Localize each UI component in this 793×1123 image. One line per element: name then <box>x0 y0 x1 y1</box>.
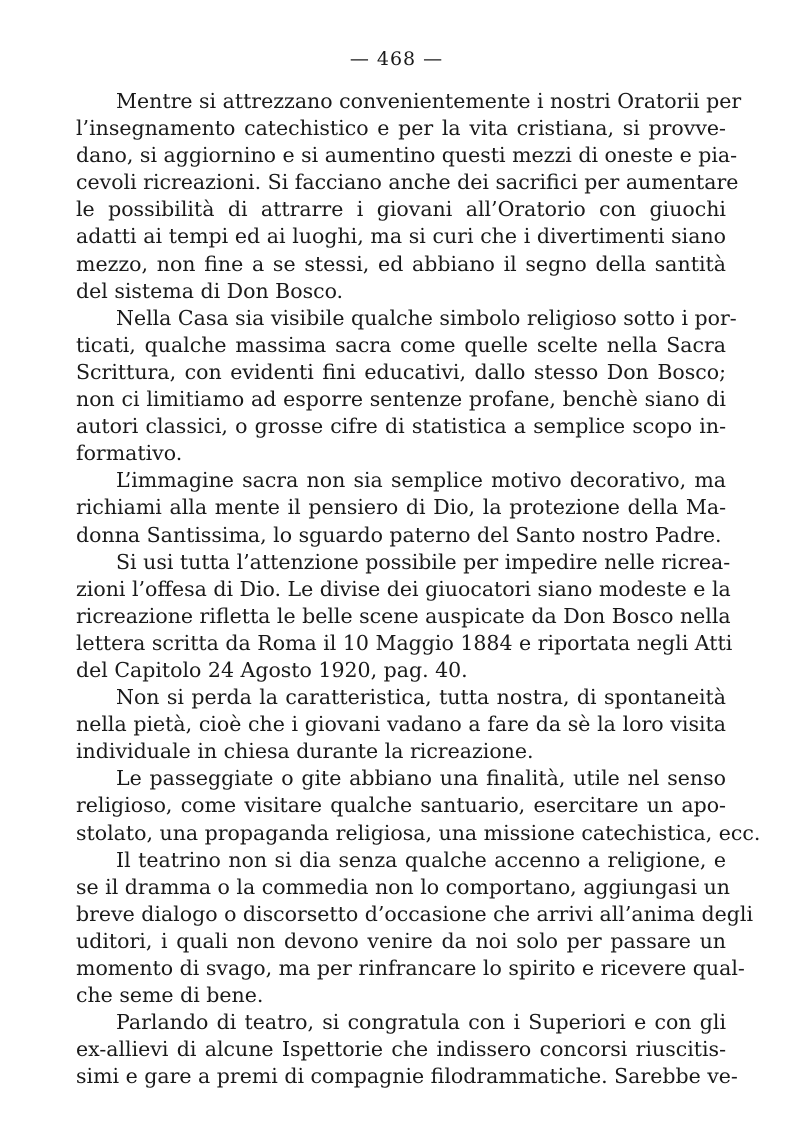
paragraph <box>76 305 737 468</box>
text-line: nella pietà, cioè che i giovani vadano a fare da sè la loro visita <box>76 712 726 737</box>
text-line: lettera scritta da Roma il 10 Maggio 1884 e riportata negli Atti <box>76 630 733 655</box>
text-line: zioni l’offesa di Dio. Le divise dei giuocatori siano modeste e la <box>76 576 731 601</box>
text-line: Scrittura, con evidenti fini educativi, dallo stesso Don Bosco; <box>76 359 726 384</box>
text-line: individuale in chiesa durante la ricreazione. <box>76 739 534 764</box>
text-line: ticati, qualche massima sacra come quelle scelte nella Sacra <box>76 332 726 357</box>
text-line: Le passeggiate o gite abbiano una finalità, utile nel senso <box>116 766 726 791</box>
paragraph <box>76 467 726 548</box>
text-line: L’immagine sacra non sia semplice motivo decorativo, ma <box>116 468 726 493</box>
paragraph <box>76 684 726 765</box>
paragraph <box>76 1009 738 1090</box>
text-line: breve dialogo o discorsetto d’occasione che arrivi all’anima degli <box>76 901 754 926</box>
text-line: stolato, una propaganda religiosa, una missione catechistica, ecc. <box>76 820 761 845</box>
text-line: uditori, i quali non devono venire da noi solo per passare un <box>76 928 726 953</box>
paragraph <box>76 88 742 305</box>
text-line: mezzo, non fine a se stessi, ed abbiano il segno della santità <box>76 251 726 276</box>
text-line: formativo. <box>76 441 183 466</box>
text-line: religioso, come visitare qualche santuario, esercitare un apo- <box>76 793 726 818</box>
body-text <box>76 88 761 1090</box>
text-line: del sistema di Don Bosco. <box>76 278 344 303</box>
text-line: l’insegnamento catechistico e per la vita cristiana, si provve- <box>76 116 726 141</box>
text-line: dano, si aggiornino e si aumentino questi mezzi di oneste e pia- <box>76 143 738 168</box>
text-line: donna Santissima, lo sguardo paterno del Santo nostro Padre. <box>76 522 722 547</box>
text-line: Mentre si attrezzano convenientemente i nostri Oratorii per <box>116 89 742 113</box>
text-line: non ci limitiamo ad esporre sentenze profane, benchè siano di <box>76 387 726 412</box>
text-line: Non si perda la caratteristica, tutta nostra, di spontaneità <box>116 685 726 710</box>
text-line: simi e gare a premi di compagnie filodrammatiche. Sarebbe ve- <box>76 1064 738 1089</box>
text-line: adatti ai tempi ed ai luoghi, ma si curi che i divertimenti siano <box>76 224 726 249</box>
text-line: Parlando di teatro, si congratula con i Superiori e con gli <box>116 1010 726 1035</box>
text-line: richiami alla mente il pensiero di Dio, la protezione della Ma- <box>76 495 726 520</box>
page-number: — 468 — <box>349 48 444 70</box>
text-line: ricreazione rifletta le belle scene auspicate da Don Bosco nella <box>76 603 731 628</box>
text-line: le possibilità di attrarre i giovani all’Oratorio con giuochi <box>76 197 726 222</box>
text-line: ex-allievi di alcune Ispettorie che indissero concorsi riuscitis- <box>76 1037 726 1062</box>
text-line: autori classici, o grosse cifre di statistica a semplice scopo in- <box>76 414 726 439</box>
text-line: se il dramma o la commedia non lo comportano, aggiungasi un <box>76 874 730 899</box>
paragraph <box>76 847 754 1010</box>
text-line: Nella Casa sia visibile qualche simbolo religioso sotto i por- <box>116 305 737 330</box>
text-line: momento di svago, ma per rinfrancare lo spirito e ricevere qual- <box>76 956 745 980</box>
text-line: cevoli ricreazioni. Si facciano anche dei sacrifici per aumentare <box>76 170 739 195</box>
paragraph <box>76 549 733 684</box>
text-line: che seme di bene. <box>76 983 264 1008</box>
paragraph <box>76 765 761 846</box>
text-line: Si usi tutta l’attenzione possibile per impedire nelle ricrea- <box>116 549 731 574</box>
text-line: del Capitolo 24 Agosto 1920, pag. 40. <box>76 657 468 682</box>
text-line: Il teatrino non si dia senza qualche accenno a religione, e <box>116 847 726 872</box>
